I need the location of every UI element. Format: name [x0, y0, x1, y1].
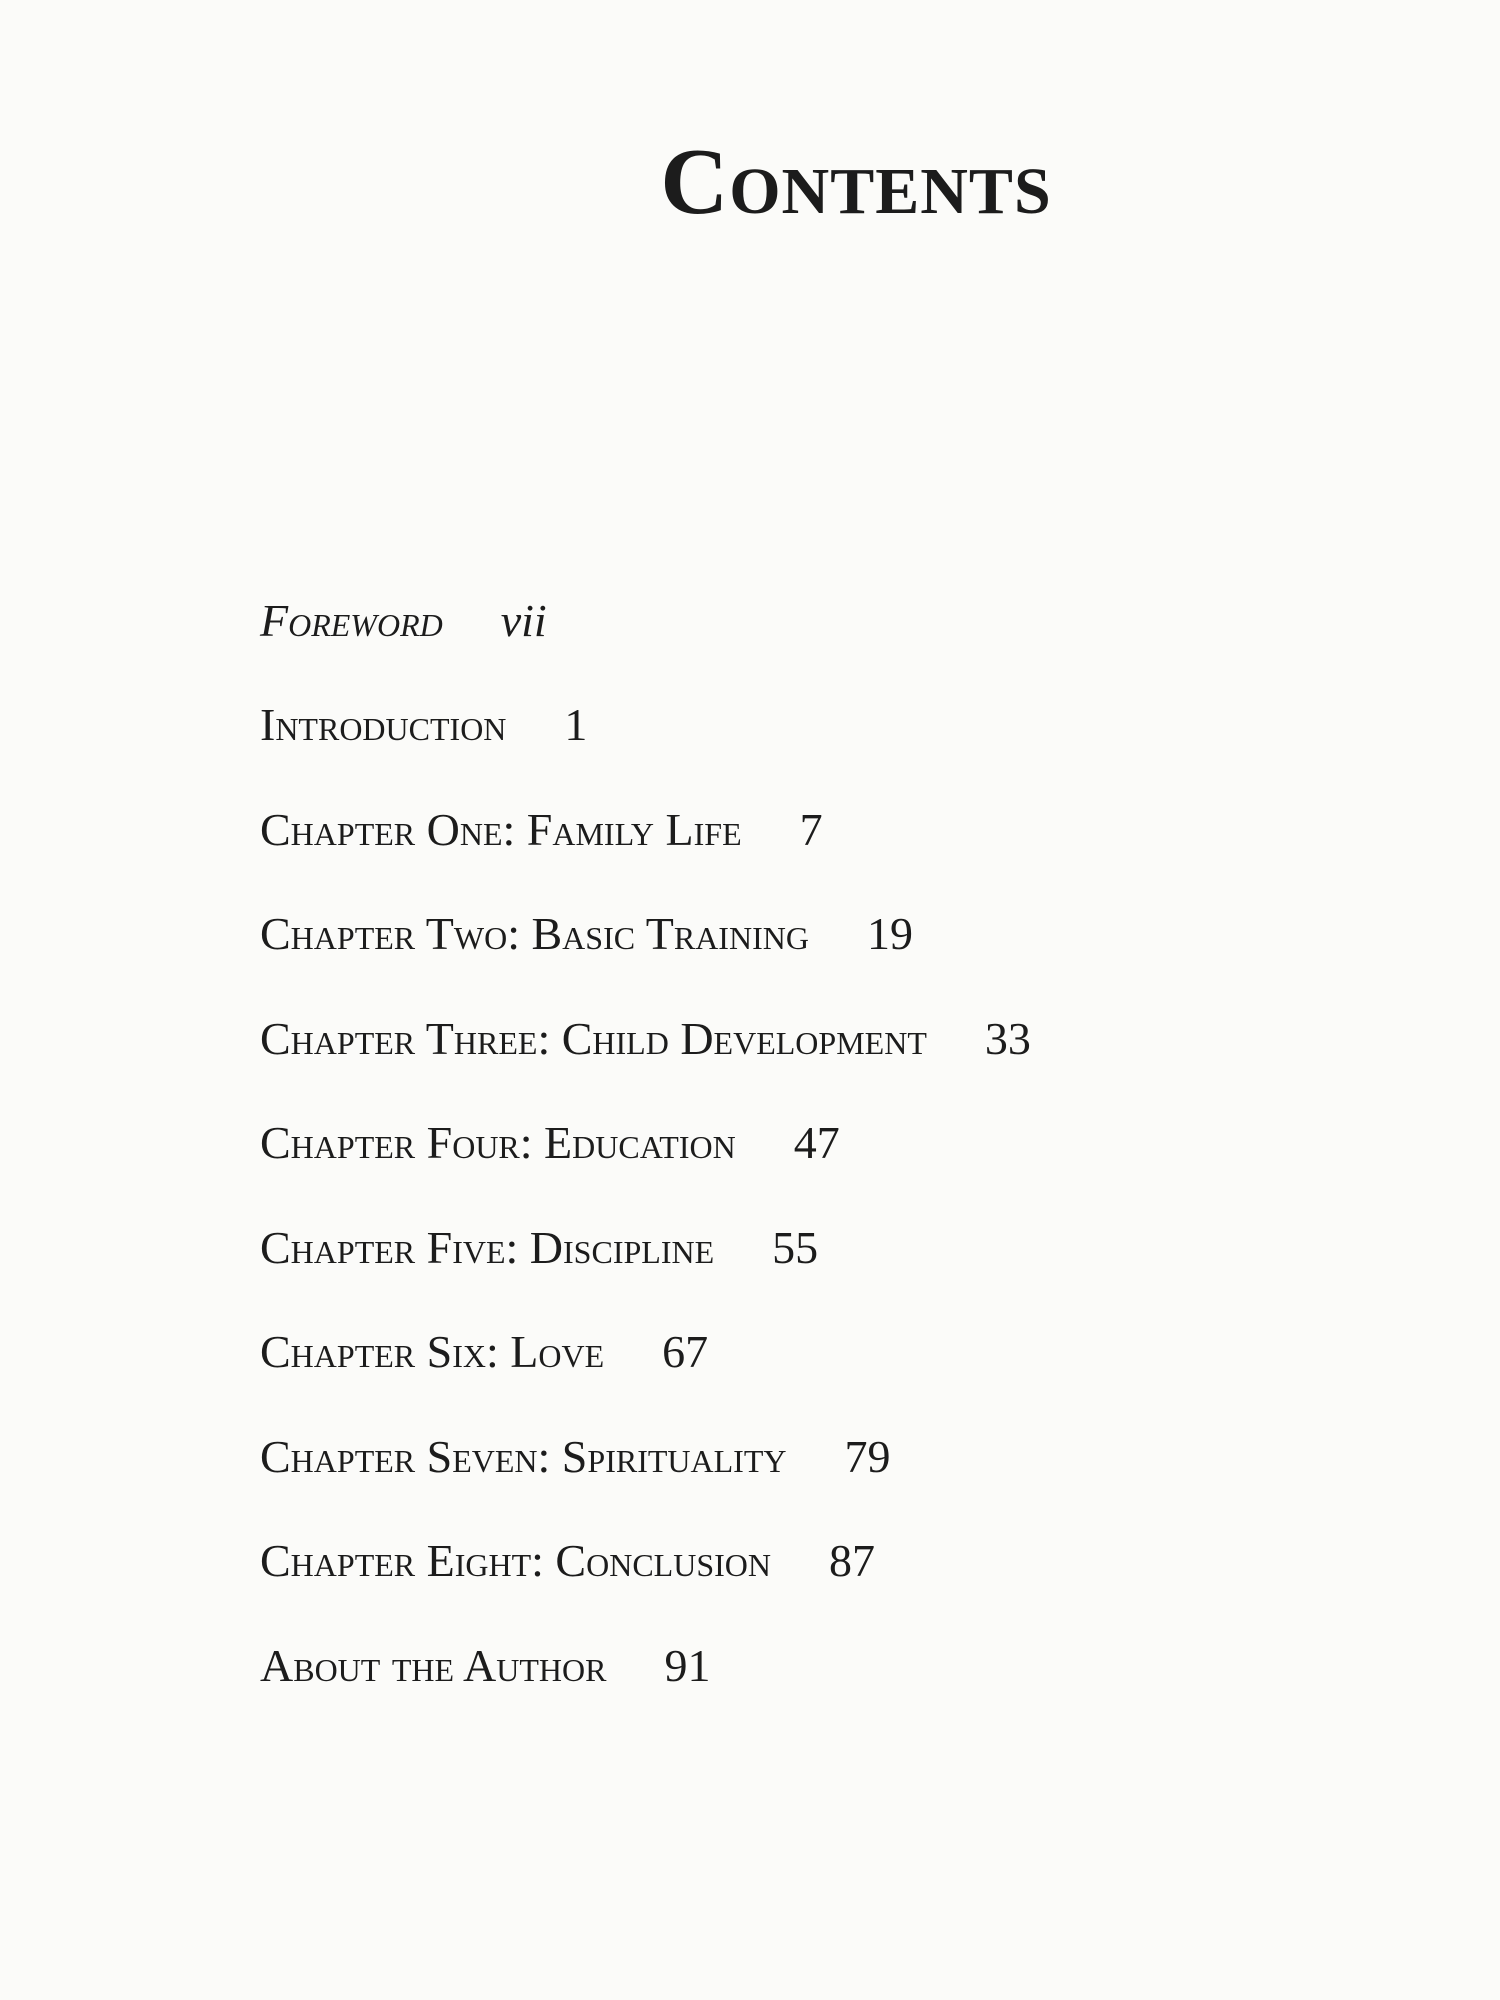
toc-entry-title: About the Author [260, 1639, 607, 1691]
toc-entry-foreword [260, 568, 1360, 673]
toc-entry-title: Chapter One: Family Life [260, 803, 742, 855]
toc-entry-page: 55 [772, 1221, 819, 1273]
toc-entry-title: Chapter Eight: Conclusion [260, 1535, 772, 1587]
toc-entry-chapter-six [260, 1300, 1360, 1405]
toc-entry-page: 33 [984, 1012, 1031, 1064]
toc-entry-title: Chapter Four: Education [260, 1117, 736, 1169]
toc-entry-chapter-three [260, 986, 1360, 1091]
toc-entry-about-the-author [260, 1613, 1360, 1718]
toc-entry-chapter-eight [260, 1509, 1360, 1614]
toc-entry-title: Chapter Six: Love [260, 1326, 605, 1378]
toc-entry-title: Chapter Three: Child Development [260, 1012, 927, 1064]
toc-entry-introduction [260, 673, 1360, 778]
toc-entry-chapter-seven [260, 1404, 1360, 1509]
toc-entry-title: Chapter Two: Basic Training [260, 908, 809, 960]
toc-entry-page: 47 [793, 1117, 840, 1169]
toc-entry-page: 1 [564, 699, 588, 751]
toc-entry-page: 7 [799, 803, 823, 855]
toc-entry-page: 79 [844, 1430, 891, 1482]
toc-entry-chapter-two [260, 882, 1360, 987]
table-of-contents [260, 568, 1360, 1718]
toc-entry-chapter-five [260, 1195, 1360, 1300]
toc-entry-page: 91 [664, 1639, 711, 1691]
toc-entry-title: Chapter Five: Discipline [260, 1221, 715, 1273]
toc-entry-page: vii [500, 594, 547, 646]
toc-entry-page: 19 [866, 908, 913, 960]
toc-entry-title: Chapter Seven: Spirituality [260, 1430, 787, 1482]
toc-entry-page: 87 [829, 1535, 876, 1587]
toc-entry-chapter-four [260, 1091, 1360, 1196]
toc-entry-title: Foreword [260, 594, 443, 646]
toc-entry-title: Introduction [260, 699, 507, 751]
toc-entry-chapter-one [260, 777, 1360, 882]
page-title: Contents [660, 130, 1052, 234]
toc-entry-page: 67 [662, 1326, 709, 1378]
